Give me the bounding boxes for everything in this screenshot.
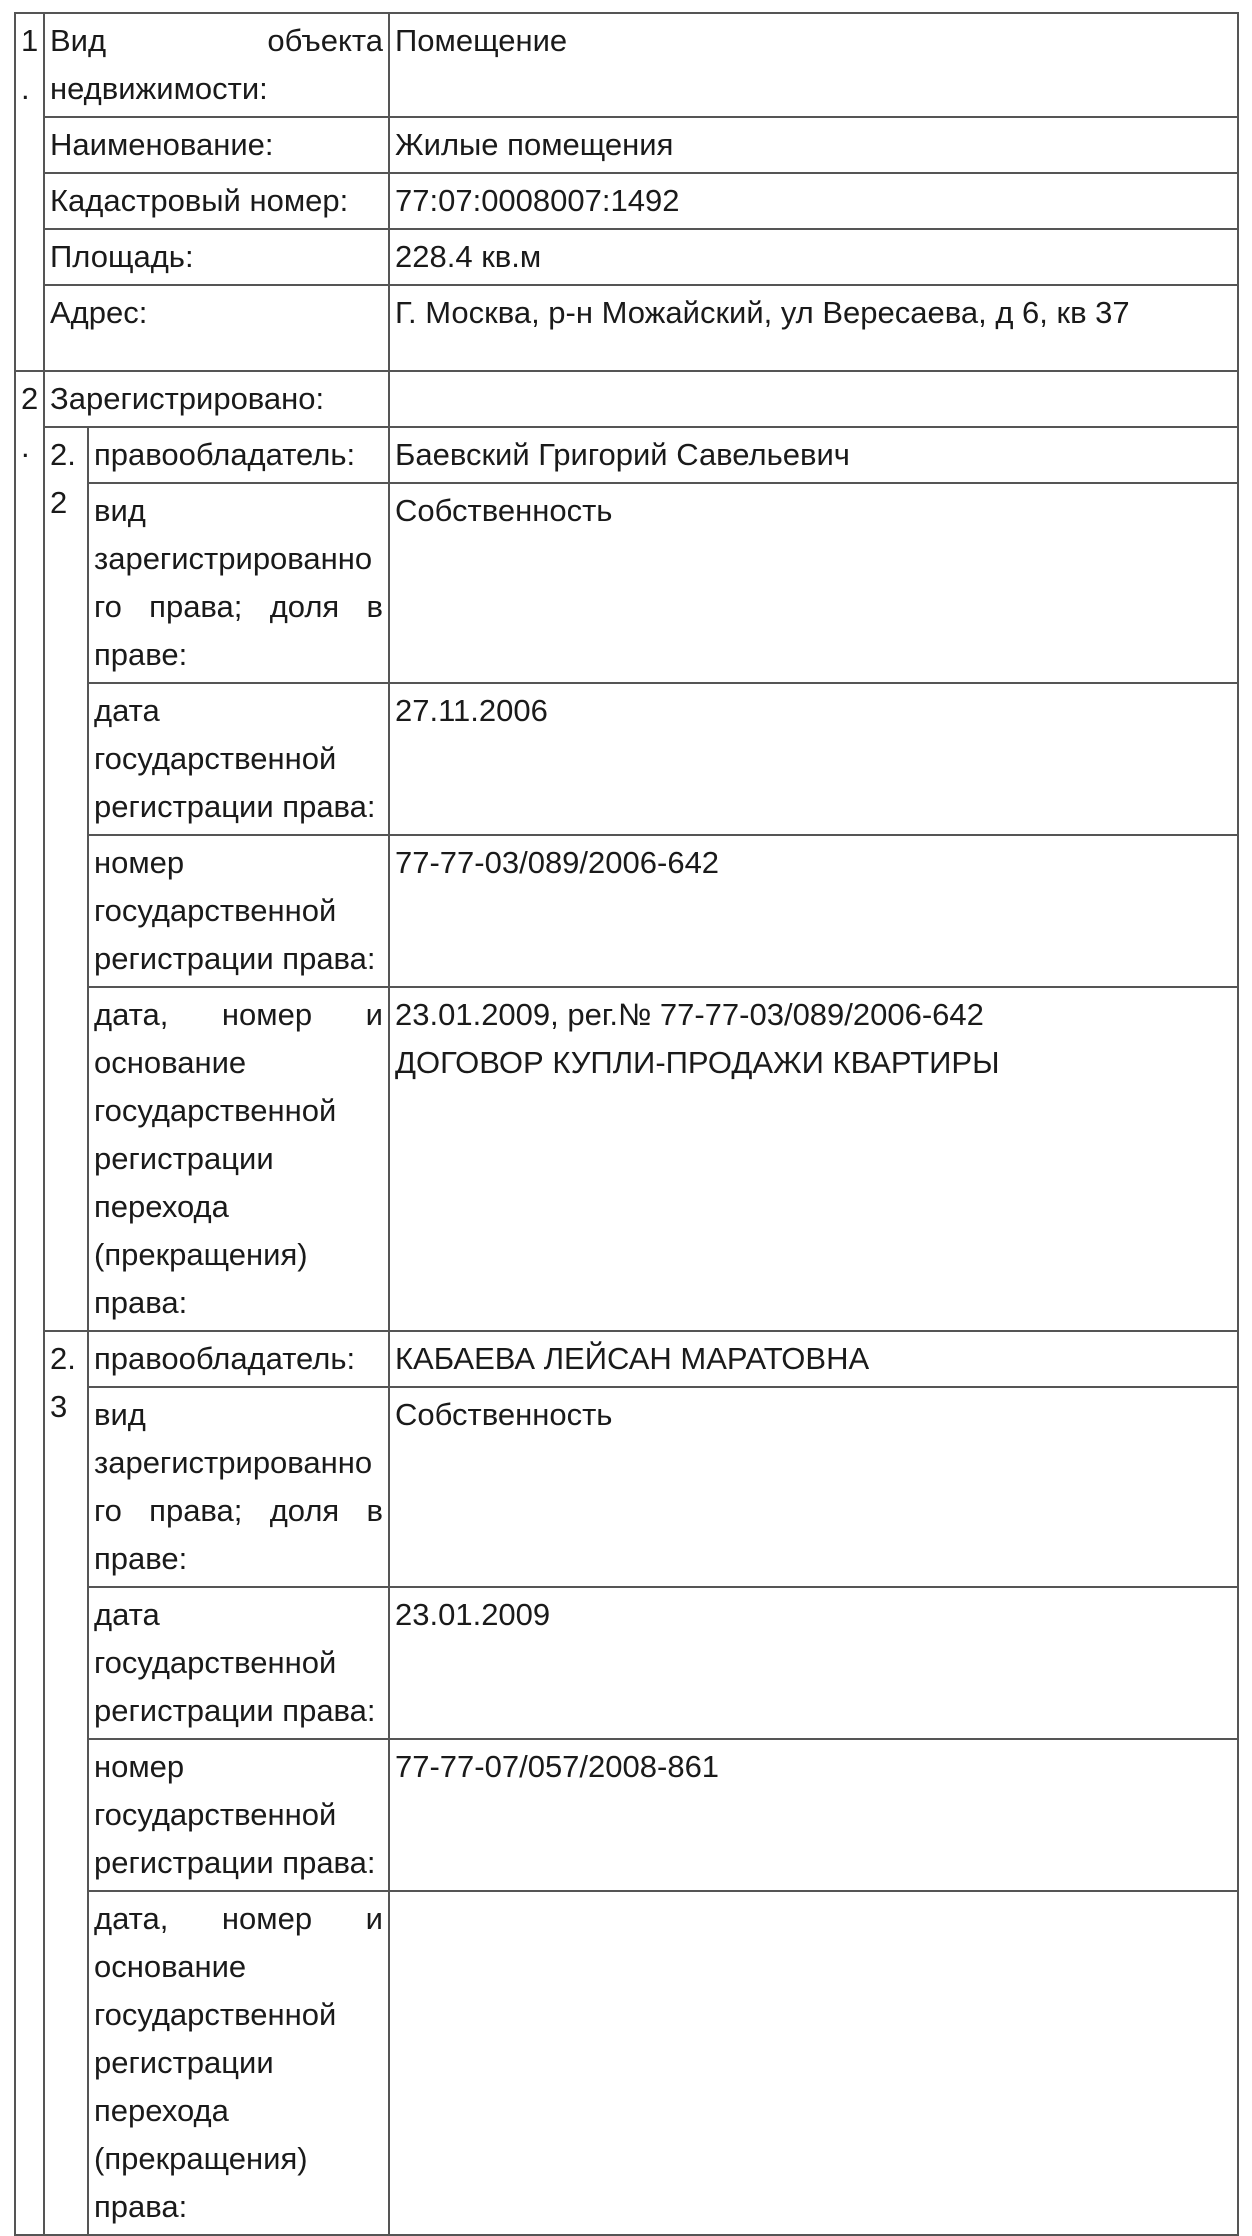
row-registered [15, 371, 1238, 427]
row-object-type [15, 13, 1238, 117]
reg-date-label: дата государственной регистрации права: [88, 683, 389, 835]
object-type-value: Помещение [389, 13, 1238, 117]
row-reg-number [15, 835, 1238, 987]
area-label: Площадь: [44, 229, 389, 285]
name-value: Жилые помещения [389, 117, 1238, 173]
name-label: Наименование: [44, 117, 389, 173]
transfer-value [389, 987, 1238, 1331]
record-number: 2.3 [44, 1331, 88, 2235]
transfer-value-line: 23.01.2009, рег.№ 77-77-03/089/2006-642 [395, 997, 984, 1032]
row-reg-date [15, 1587, 1238, 1739]
row-address [15, 285, 1238, 371]
row-transfer [15, 1891, 1238, 2235]
reg-number-label: номер государственной регистрации права: [88, 835, 389, 987]
row-right-type [15, 1387, 1238, 1587]
property-extract-table [14, 12, 1239, 2236]
right-type-value: Собственность [389, 1387, 1238, 1587]
registered-value [389, 371, 1238, 427]
row-holder [15, 427, 1238, 483]
reg-date-label: дата государственной регистрации права: [88, 1587, 389, 1739]
row-transfer [15, 987, 1238, 1331]
address-value: Г. Москва, р-н Можайский, ул Вересаева, д 6, кв 37 [389, 285, 1238, 371]
holder-value: КАБАЕВА ЛЕЙСАН МАРАТОВНА [389, 1331, 1238, 1387]
record-number: 2.2 [44, 427, 88, 1331]
transfer-label: дата, номер и основание государственной регистрации перехода (прекращения) права: [88, 1891, 389, 2235]
row-name [15, 117, 1238, 173]
right-type-label: вид зарегистрированного права; доля в праве: [88, 1387, 389, 1587]
row-cadastral-number [15, 173, 1238, 229]
row-holder [15, 1331, 1238, 1387]
row-area [15, 229, 1238, 285]
area-value: 228.4 кв.м [389, 229, 1238, 285]
cadastral-number-value: 77:07:0008007:1492 [389, 173, 1238, 229]
holder-label: правообладатель: [88, 1331, 389, 1387]
registered-label: Зарегистрировано: [44, 371, 389, 427]
holder-value: Баевский Григорий Савельевич [389, 427, 1238, 483]
reg-number-value: 77-77-07/057/2008-861 [389, 1739, 1238, 1891]
section-number: 1. [15, 13, 44, 371]
transfer-value-line: ДОГОВОР КУПЛИ-ПРОДАЖИ КВАРТИРЫ [395, 1045, 1000, 1080]
address-label: Адрес: [44, 285, 389, 371]
reg-number-value: 77-77-03/089/2006-642 [389, 835, 1238, 987]
section-number: 2. [15, 371, 44, 2235]
row-right-type [15, 483, 1238, 683]
reg-date-value: 27.11.2006 [389, 683, 1238, 835]
right-type-label: вид зарегистрированного права; доля в праве: [88, 483, 389, 683]
cadastral-number-label: Кадастровый номер: [44, 173, 389, 229]
row-reg-date [15, 683, 1238, 835]
object-type-label: Вид объекта недвижимости: [44, 13, 389, 117]
transfer-label: дата, номер и основание государственной регистрации перехода (прекращения) права: [88, 987, 389, 1331]
reg-date-value: 23.01.2009 [389, 1587, 1238, 1739]
row-reg-number [15, 1739, 1238, 1891]
reg-number-label: номер государственной регистрации права: [88, 1739, 389, 1891]
holder-label: правообладатель: [88, 427, 389, 483]
transfer-value [389, 1891, 1238, 2235]
right-type-value: Собственность [389, 483, 1238, 683]
